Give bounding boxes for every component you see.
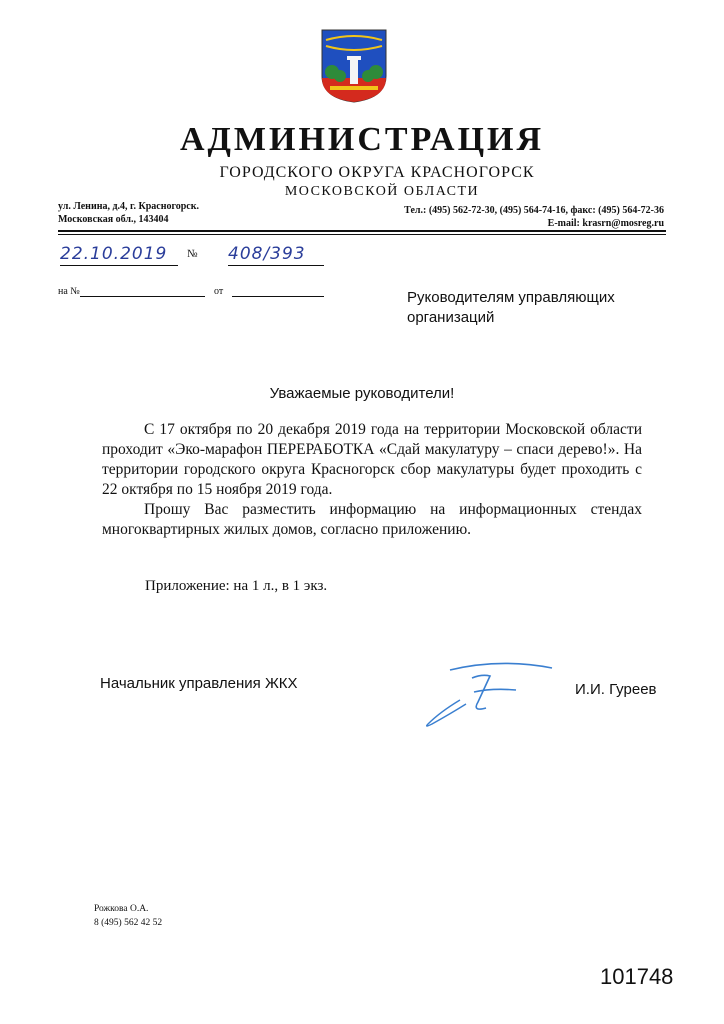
header-divider-thin: [58, 234, 666, 235]
recipient-block: Руководителям управляющих организаций: [407, 289, 615, 326]
address-line-1: ул. Ленина, д.4, г. Красногорск.: [58, 201, 200, 212]
contact-phones: Тел.: (495) 562-72-30, (495) 564-74-16, факс: (495) 564-72-36: [404, 205, 664, 216]
document-id-stamp: 101748: [600, 964, 674, 989]
organization-subtitle-region: МОСКОВСКОЙ ОБЛАСТИ: [284, 184, 480, 199]
body-paragraph-1: С 17 октября по 20 декабря 2019 года на территории Московской области проходит «Эко-марафон ПЕРЕРАБОТКА «Сдай макулатуру – спаси дерево!». На территории городского округа Красногорск сбор макулатуры будет проходить с 22 октября по 15 ноября 2019 года.: [102, 421, 642, 498]
executor-phone: 8 (495) 562 42 52: [94, 918, 163, 928]
organization-address: [58, 200, 199, 226]
reference-date-label: от: [214, 286, 224, 297]
registration-number-sign: №: [187, 248, 198, 260]
header-divider-thick: [58, 230, 666, 232]
attachment-note: Приложение: на 1 л., в 1 экз.: [145, 578, 328, 594]
address-line-2: Московская обл., 143404: [58, 214, 169, 225]
salutation: Уважаемые руководители!: [269, 385, 455, 402]
executor-name: Рожкова О.А.: [94, 904, 149, 914]
body-paragraph-2: Прошу Вас разместить информацию на информационных стендах многоквартирных жилых домов, согласно приложению.: [102, 501, 642, 538]
letter-body: [102, 420, 642, 540]
registration-date: 22.10.2019: [60, 244, 178, 266]
registration-number: 408/393: [228, 244, 324, 266]
signer-name: И.И. Гуреев: [575, 681, 657, 698]
reference-date-blank: [232, 296, 324, 297]
contact-email: E-mail: krasrn@mosreg.ru: [547, 218, 664, 229]
reference-number-blank: [80, 296, 205, 297]
executor-info: [94, 902, 162, 930]
organization-subtitle-district: ГОРОДСКОГО ОКРУГА КРАСНОГОРСК: [219, 164, 535, 181]
handwritten-signature: [420, 650, 560, 730]
organization-contacts: [404, 204, 664, 230]
signer-position: Начальник управления ЖКХ: [100, 675, 298, 692]
organization-title: АДМИНИСТРАЦИЯ: [179, 121, 545, 158]
coat-of-arms-emblem: [320, 28, 388, 104]
reference-number-label: на №: [58, 286, 80, 297]
